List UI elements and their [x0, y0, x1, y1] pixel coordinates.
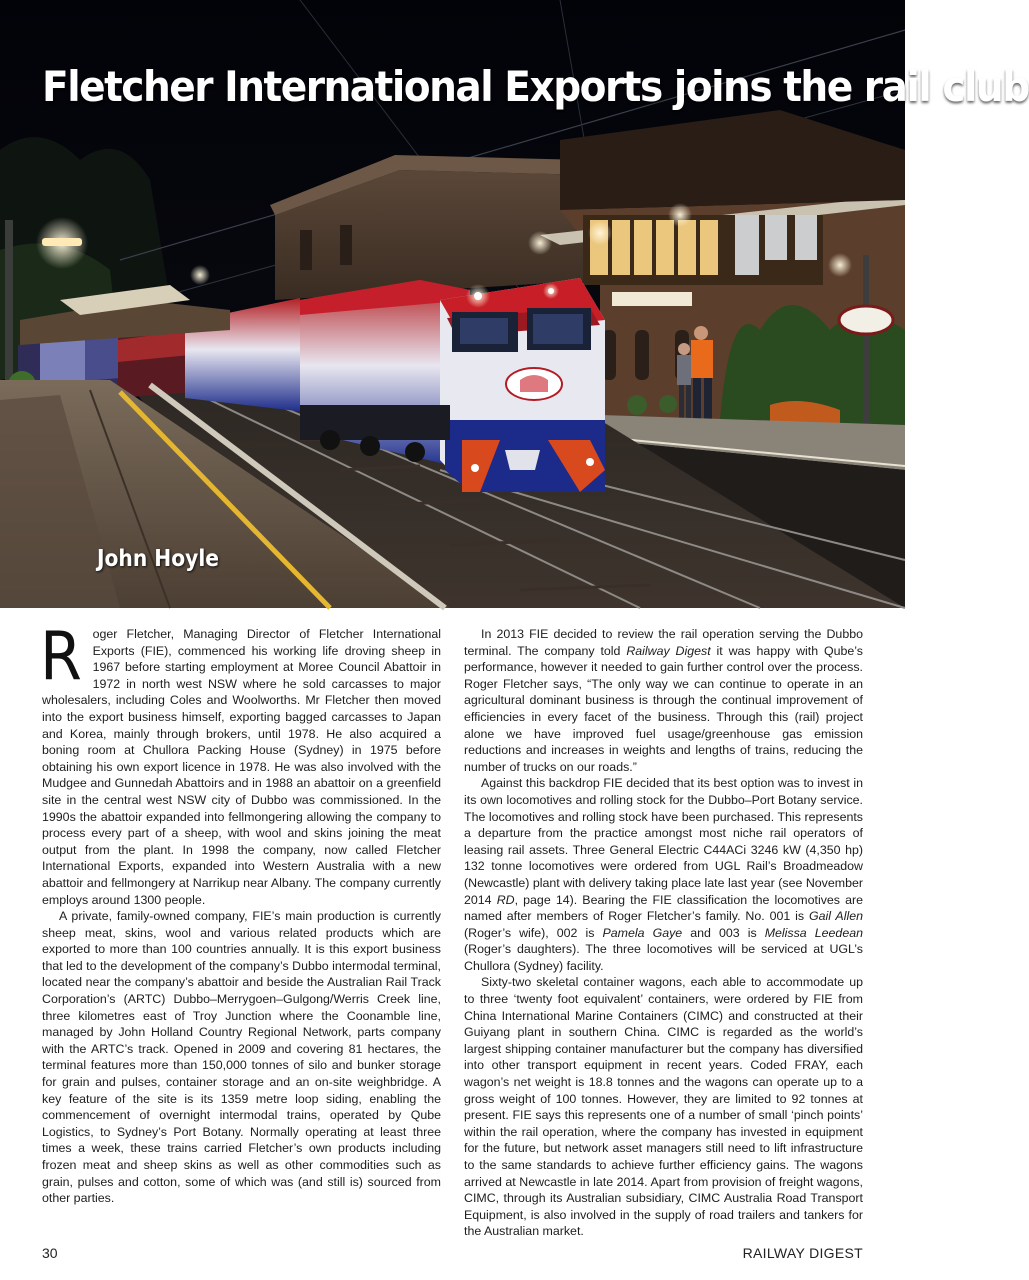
article-byline: John Hoyle [97, 546, 220, 572]
paragraph-text: (Roger’s daughters). The three locomotives will be serviced at UGL’s Chullora (Sydney) facility. [464, 942, 863, 973]
paragraph-text: and 003 is [682, 925, 765, 940]
paragraph-text: (Roger’s wife), 002 is [464, 925, 603, 940]
drop-cap: R [40, 617, 82, 695]
paragraph-text: In 2013 FIE decided to review the rail operation serving the Dubbo terminal. The company told [464, 627, 863, 658]
paragraph [40, 617, 441, 908]
publication-abbrev: RD [496, 892, 515, 907]
paragraph-text: it was happy with Qube’s performance, however it needed to gain further control over the process. Roger Fletcher says, “The only way we can continue to operate in an agricultural dominant business is through the continual improvement of efficiencies in every facet of the business. Through this (rail) project alone we have improved fuel usage/greenhouse gas emission reductions and increases in weights and lengths of trains, reducing the number of trucks on our roads.” [464, 643, 863, 774]
article-column-left [40, 617, 441, 1207]
paragraph [464, 775, 863, 974]
paragraph: A private, family-owned company, FIE’s main production is currently sheep meat, skins, wool and various related products which are exported to more than 100 countries annually. It is this export business that led to the development of the company’s Dubbo intermodal terminal, located near the company’s abattoir and beside the Australian Rail Track Corporation’s (ARTC) Dubbo–Merrygoen–Gulgong/Werris Creek line, three kilometres east of Troy Junction where the Coonamble line, managed by John Holland Country Regional Network, parts company with the ARTC’s track. Opened in 2009 and covering 81 hectares, the terminal features more than 150,000 tonnes of silo and bunker storage for grain and pulses, container storage and an on-site weighbridge. A key feature of the site is its 1359 metre loop siding, enabling the commencement of overnight intermodal trains, operated by Qube Logistics, to Sydney’s Port Botany. Normally operating at least three times a week, these trains carried Fletcher’s own products including frozen meat and sheep skins as well as other commodities such as grain, pulses and cotton, some of which was (and still is) sourced from other parties. [42, 909, 441, 1206]
hero-photo [0, 0, 1029, 608]
loco-name: Pamela Gaye [602, 925, 683, 940]
paragraph: Sixty-two skeletal container wagons, each able to accommodate up to three ‘twenty foot equivalent’ containers, were ordered by FIE from China International Marine Containers (CIMC) and constructed at their Guiyang plant in southern China. CIMC is regarded as the world’s largest shipping container manufacturer but the company has diversified into other transport equipment in recent years. Coded FRAY, each wagon’s net weight is 18.8 tonnes and the wagons can operate up to a gross weight of 100 tonnes. However, they are limited to 92 tonnes at present. FIE says this represents one of a number of small ‘pinch points’ within the rail operation, where the company has invested in equipment for the future, but network asset managers still need to lift infrastructure to the same standards to achieve further efficiency gains. The wagons arrived at Newcastle in late 2014. Apart from provision of freight wagons, CIMC, through its Australian subsidiary, CIMC Australia Road Transport Equipment, is also involved in the supply of road trailers and tankers for the Australian market. [464, 975, 863, 1239]
paragraph-text: Against this backdrop FIE decided that its best option was to invest in its own locomotives and rolling stock for the Dubbo–Port Botany service. The locomotives and rolling stock have been purchased. This represents a departure from the practice amongst most niche rail operators of leasing rail assets. Three General Electric C44ACi 3246 kW (4,350 hp) 132 tonne locomotives were ordered from UGL Rail’s Broadmeadow (Newcastle) plant with delivery taking place late last year (see November 2014 [464, 776, 863, 907]
paragraph-text: , page 14). Bearing the FIE classification the locomotives are named after members of Roger Fletcher’s family. No. 001 is [464, 892, 863, 924]
page-number: 30 [42, 1245, 58, 1261]
loco-name: Melissa Leedean [764, 925, 863, 940]
magazine-name: RAILWAY DIGEST [742, 1245, 863, 1261]
paragraph-text: oger Fletcher, Managing Director of Fletcher International Exports (FIE), commenced his working life droving sheep in 1967 before starting employment at Moree Council Abattoir in 1972 in north west NSW where he sold carcasses to major wholesalers, including Coles and Woolworths. Mr Fletcher then moved into the export business himself, exporting bagged carcasses to Japan and Korea, mainly through brokers, until 1978. He also acquired a boning room at Chullora Packing House (Sydney) in 1975 before obtaining his own export licence in 1978. He was also involved with the Mudgee and Gunnedah Abattoirs and in 1988 an abattoir on a greenfield site in the central west NSW city of Dubbo was commissioned. In the 1990s the abattoir expanded into fellmongering allowing the company to process every part of a sheep, with wool and skins joining the meat output from the plant. In 1998 the company, now called Fletcher International Exports, expanded into Western Australia with a new abattoir and fellmongery at Narrikup near Albany. The company currently employs around 1300 people. [42, 627, 441, 907]
article-headline: Fletcher International Exports joins the rail club [42, 62, 1029, 111]
loco-name: Gail Allen [808, 909, 863, 924]
publication-title: Railway Digest [626, 643, 711, 658]
article-column-right [464, 626, 863, 1240]
paragraph [464, 626, 863, 775]
